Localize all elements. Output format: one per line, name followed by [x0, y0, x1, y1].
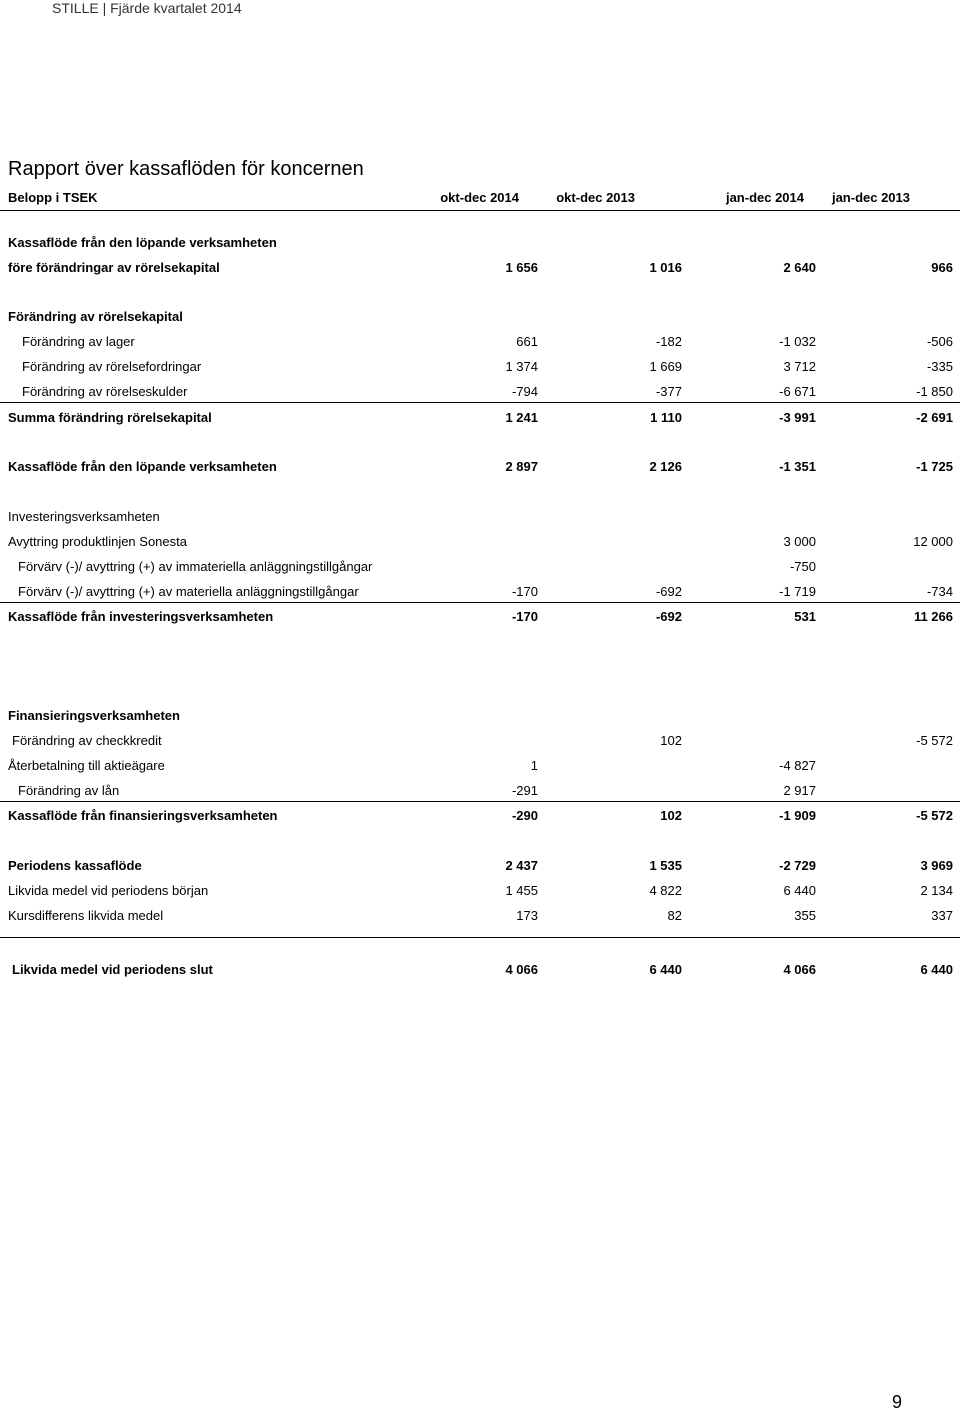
cell-value: 12 000: [913, 534, 953, 549]
column-okt-dec-2014: okt-dec 2014: [440, 190, 519, 205]
row-label: Kassaflöde från finansieringsverksamheten: [8, 808, 278, 823]
cell-value: -335: [926, 359, 953, 374]
cell-value: 6 440: [783, 883, 816, 898]
table-row: [0, 908, 960, 930]
column-jan-dec-2014: jan-dec 2014: [725, 190, 804, 205]
table-row: [0, 235, 960, 257]
cell-value: 661: [516, 334, 538, 349]
cell-value: -794: [511, 384, 538, 399]
cell-value: 1 374: [505, 359, 538, 374]
table-header: [0, 190, 960, 211]
cell-value: -170: [511, 584, 538, 599]
cell-value: 102: [660, 733, 682, 748]
page-number: 9: [892, 1392, 903, 1412]
cell-value: -1 351: [779, 459, 816, 474]
page-title: Rapport över kassaflöden för koncernen: [8, 158, 364, 180]
cell-value: 2 437: [505, 858, 538, 873]
table-row: [0, 309, 960, 331]
row-label: Förändring av rörelseskulder: [22, 384, 188, 399]
cell-value: -3 991: [779, 410, 816, 425]
cell-value: -1 719: [779, 584, 816, 599]
cell-value: -750: [789, 559, 816, 574]
cell-value: -6 671: [779, 384, 816, 399]
table-row: [0, 559, 960, 581]
cell-value: 1 535: [649, 858, 682, 873]
row-label: Summa förändring rörelsekapital: [8, 410, 212, 425]
row-label: Förvärv (-)/ avyttring (+) av immateriella anläggningstillgångar: [18, 559, 373, 574]
cell-value: 2 126: [649, 459, 682, 474]
table-row: [0, 534, 960, 556]
table-row: [0, 858, 960, 880]
cell-value: 355: [794, 908, 816, 923]
divider: [0, 402, 960, 403]
cell-value: -1 850: [916, 384, 953, 399]
cell-value: 82: [667, 908, 682, 923]
table-row: [0, 808, 960, 830]
row-label: Kursdifferens likvida medel: [8, 908, 164, 923]
cell-value: 6 440: [649, 962, 682, 977]
cell-value: -170: [511, 609, 538, 624]
cell-value: -1 909: [779, 808, 816, 823]
divider: [0, 937, 960, 938]
table-row: [0, 410, 960, 432]
cell-value: 1 669: [649, 359, 682, 374]
cell-value: 2 640: [783, 260, 816, 275]
cell-value: 3 969: [920, 858, 953, 873]
cell-value: 2 917: [783, 783, 816, 798]
cell-value: 3 712: [783, 359, 816, 374]
cell-value: -2 691: [916, 410, 953, 425]
table-row: [0, 509, 960, 531]
row-label: Investeringsverksamheten: [8, 509, 160, 524]
cell-value: -5 572: [916, 733, 953, 748]
cell-value: -2 729: [779, 858, 816, 873]
row-label: Kassaflöde från investeringsverksamheten: [8, 609, 274, 624]
cell-value: 1 241: [505, 410, 538, 425]
row-label: Förvärv (-)/ avyttring (+) av materiella anläggningstillgångar: [18, 584, 359, 599]
row-label: Förändring av lån: [18, 783, 120, 798]
cell-value: -291: [511, 783, 538, 798]
table-row: [0, 359, 960, 381]
table-row: [0, 708, 960, 730]
table-row: [0, 758, 960, 780]
cell-value: -506: [926, 334, 953, 349]
cell-value: 1 656: [505, 260, 538, 275]
cell-value: -290: [511, 808, 538, 823]
row-label: Avyttring produktlinjen Sonesta: [8, 534, 187, 549]
column-okt-dec-2013: okt-dec 2013: [556, 190, 635, 205]
table-row: [0, 883, 960, 905]
cell-value: 2 897: [505, 459, 538, 474]
row-label: Kassaflöde från den löpande verksamheten: [8, 235, 277, 250]
row-label: Återbetalning till aktieägare: [8, 758, 165, 773]
table-row: [0, 459, 960, 481]
row-label: Likvida medel vid periodens slut: [12, 962, 213, 977]
column-label-header: Belopp i TSEK: [8, 190, 98, 205]
column-jan-dec-2013: jan-dec 2013: [831, 190, 910, 205]
cell-value: -377: [655, 384, 682, 399]
cell-value: -1 032: [779, 334, 816, 349]
row-label: Förändring av rörelsekapital: [8, 309, 183, 324]
cell-value: 966: [931, 260, 953, 275]
cell-value: 1 455: [505, 883, 538, 898]
table-row: [0, 609, 960, 631]
cell-value: 4 066: [783, 962, 816, 977]
cell-value: -4 827: [779, 758, 816, 773]
table-row: [0, 962, 960, 984]
cell-value: 102: [660, 808, 682, 823]
cell-value: 531: [794, 609, 816, 624]
table-row: [0, 733, 960, 755]
table-row: [0, 260, 960, 282]
cell-value: -692: [655, 609, 682, 624]
cell-value: 1 110: [650, 410, 682, 425]
row-label: före förändringar av rörelsekapital: [8, 260, 220, 275]
cell-value: 337: [931, 908, 953, 923]
row-label: Kassaflöde från den löpande verksamheten: [8, 459, 277, 474]
cell-value: -1 725: [916, 459, 953, 474]
cell-value: 4 822: [649, 883, 682, 898]
row-label: Förändring av rörelsefordringar: [22, 359, 202, 374]
cell-value: -692: [655, 584, 682, 599]
cell-value: 2 134: [920, 883, 953, 898]
document-header: STILLE | Fjärde kvartalet 2014: [52, 0, 242, 16]
table-row: [0, 334, 960, 356]
cell-value: 173: [516, 908, 538, 923]
cell-value: 6 440: [920, 962, 953, 977]
divider: [0, 602, 960, 603]
row-label: Likvida medel vid periodens början: [8, 883, 209, 898]
cell-value: -182: [655, 334, 682, 349]
cell-value: -5 572: [916, 808, 953, 823]
row-label: Finansieringsverksamheten: [8, 708, 180, 723]
cell-value: 11 266: [913, 609, 953, 624]
cell-value: 4 066: [505, 962, 538, 977]
cell-value: 1 016: [649, 260, 682, 275]
cell-value: 3 000: [783, 534, 816, 549]
divider: [0, 801, 960, 802]
cell-value: -734: [926, 584, 953, 599]
row-label: Periodens kassaflöde: [8, 858, 142, 873]
row-label: Förändring av lager: [22, 334, 135, 349]
row-label: Förändring av checkkredit: [12, 733, 162, 748]
cell-value: 1: [530, 758, 538, 773]
